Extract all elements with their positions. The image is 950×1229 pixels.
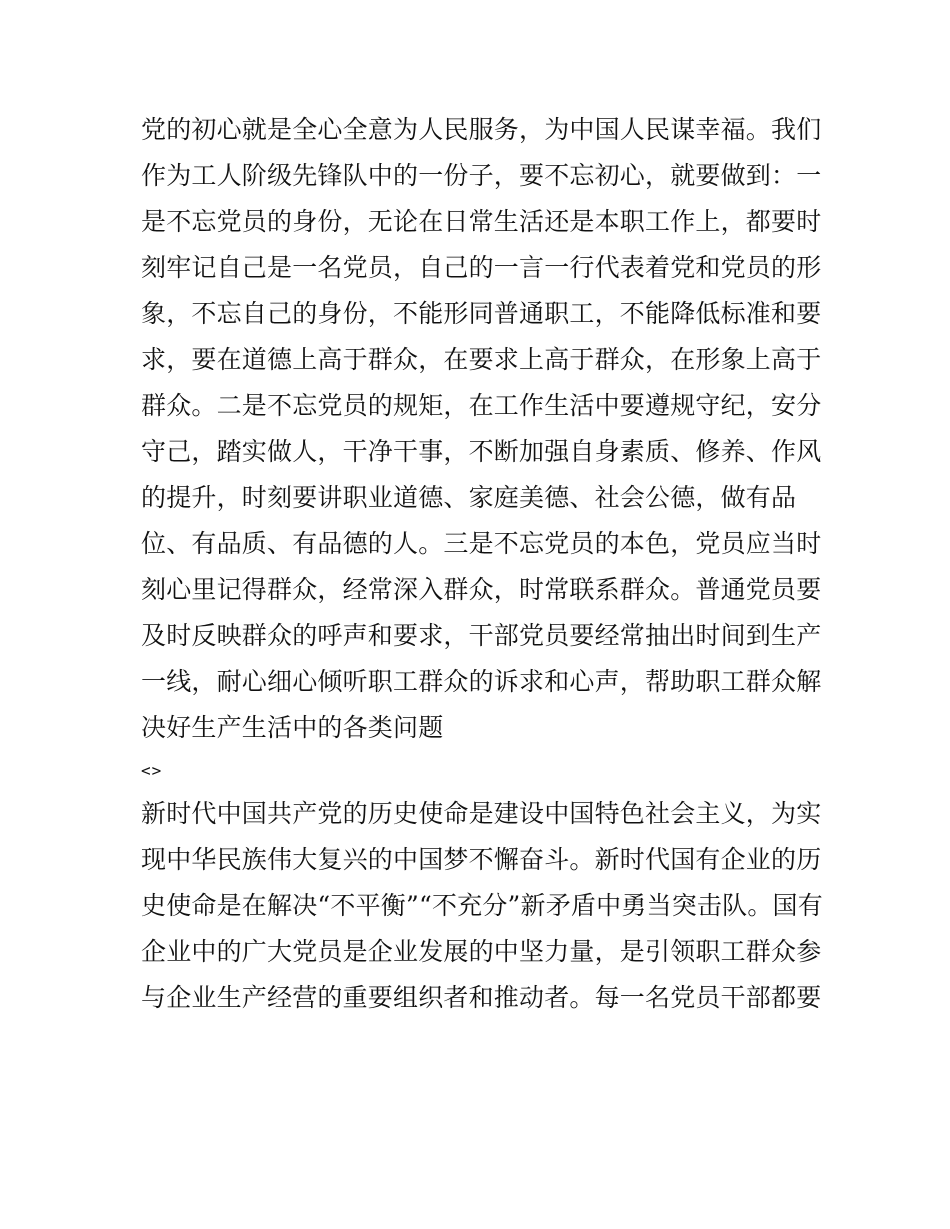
section-separator: <>	[141, 761, 163, 780]
paragraph-1-line-7: 群众。二是不忘党员的规矩，在工作生活中要遵规守纪，安分	[141, 391, 822, 420]
paragraph-1-line-2: 作为工人阶级先锋队中的一份子，要不忘初心，就要做到：一	[141, 161, 822, 190]
paragraph-1-line-4: 刻牢记自己是一名党员，自己的一言一行代表着党和党员的形	[141, 253, 822, 282]
paragraph-1-line-3: 是不忘党员的身份，无论在日常生活还是本职工作上，都要时	[141, 207, 822, 236]
paragraph-1-line-5: 象，不忘自己的身份，不能形同普通职工，不能降低标准和要	[141, 299, 822, 328]
paragraph-1-line-11: 刻心里记得群众，经常深入群众，时常联系群众。普通党员要	[141, 575, 822, 604]
paragraph-1-line-10: 位、有品质、有品德的人。三是不忘党员的本色，党员应当时	[141, 529, 822, 558]
paragraph-1-line-8: 守己，踏实做人，干净干事，不断加强自身素质、修养、作风	[141, 437, 822, 466]
paragraph-1-line-13: 一线，耐心细心倾听职工群众的诉求和心声，帮助职工群众解	[141, 667, 822, 696]
paragraph-1-line-6: 求，要在道德上高于群众，在要求上高于群众，在形象上高于	[141, 345, 822, 374]
paragraph-2-line-3: 史使命是在解决“不平衡”“不充分”新矛盾中勇当突击队。国有	[141, 891, 823, 920]
paragraph-1-line-9: 的提升，时刻要讲职业道德、家庭美德、社会公德，做有品	[141, 483, 797, 512]
paragraph-2-line-4: 企业中的广大党员是企业发展的中坚力量，是引领职工群众参	[141, 937, 822, 966]
paragraph-1-line-12: 及时反映群众的呼声和要求，干部党员要经常抽出时间到生产	[141, 621, 822, 650]
paragraph-2-line-1: 新时代中国共产党的历史使命是建设中国特色社会主义，为实	[141, 799, 822, 828]
paragraph-2-line-2: 现中华民族伟大复兴的中国梦不懈奋斗。新时代国有企业的历	[141, 845, 822, 874]
paragraph-2-line-5: 与企业生产经营的重要组织者和推动者。每一名党员干部都要	[141, 983, 822, 1012]
paragraph-1-line-14: 决好生产生活中的各类问题	[141, 713, 444, 742]
paragraph-1-line-1: 党的初心就是全心全意为人民服务，为中国人民谋幸福。我们	[141, 115, 822, 144]
